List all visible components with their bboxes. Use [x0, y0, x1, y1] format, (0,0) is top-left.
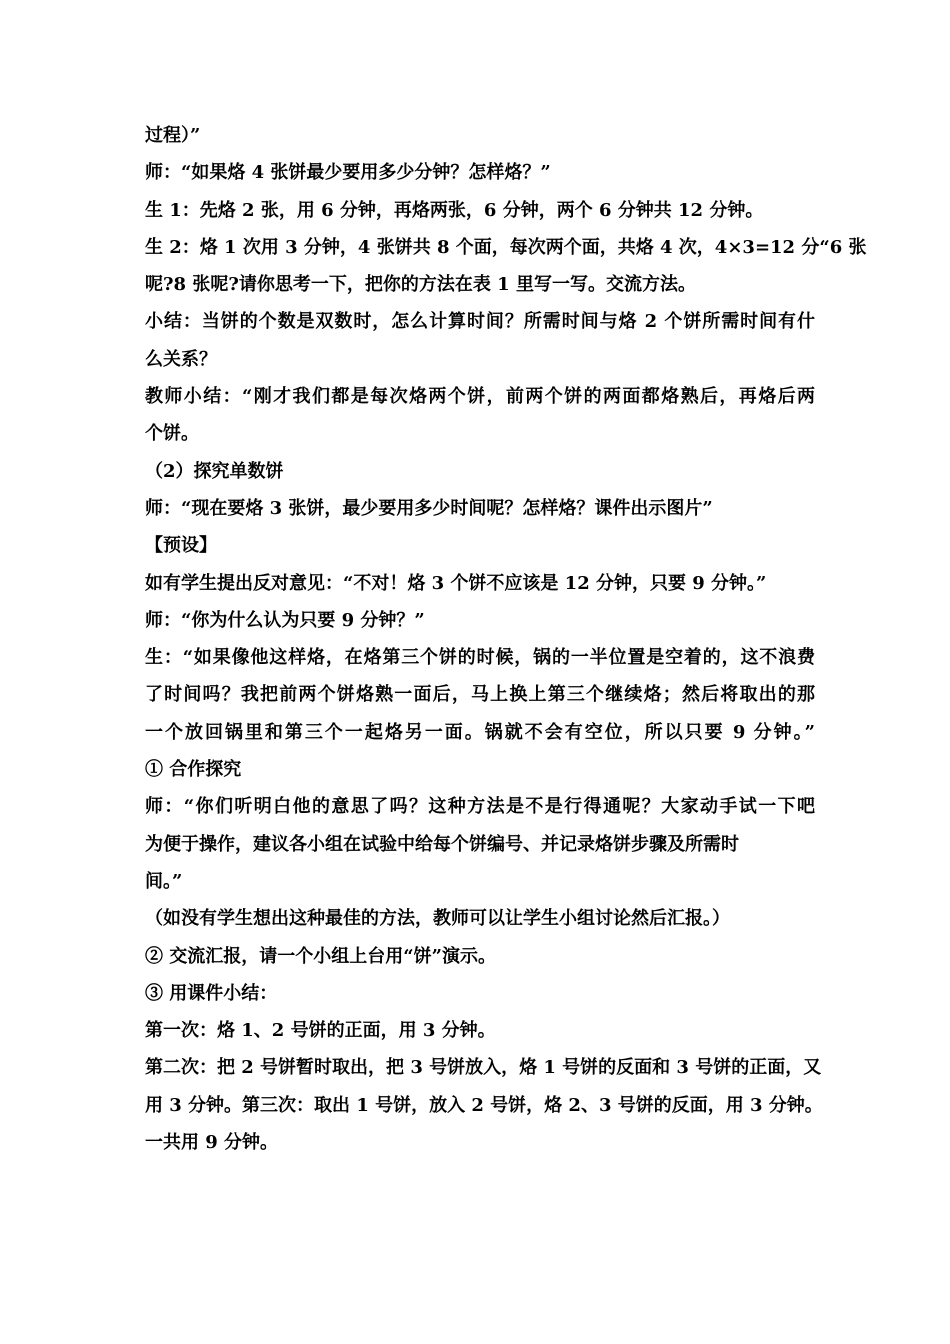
text-line: 师：“你们听明白他的意思了吗？这种方法是不是行得通呢？大家动手试一下吧: [145, 796, 815, 818]
text-line: 呢?8 张呢?请你思考一下，把你的方法在表 1 里写一写。交流方法。: [145, 274, 696, 296]
section-heading: ① 合作探究: [145, 759, 242, 781]
text-line: 师：“现在要烙 3 张饼，最少要用多少时间呢？怎样烙？课件出示图片”: [145, 497, 713, 519]
text-line: 小结：当饼的个数是双数时，怎么计算时间？所需时间与烙 2 个饼所需时间有什: [145, 311, 815, 333]
text-line: 生：“如果像他这样烙，在烙第三个饼的时候，锅的一半位置是空着的，这不浪费: [145, 647, 815, 669]
text-line: 个饼。: [145, 423, 199, 445]
text-line: 么关系？: [145, 348, 217, 370]
text-line: 一个放回锅里和第三个一起烙另一面。锅就不会有空位，所以只要 9 分钟。”: [145, 721, 815, 743]
text-line: 用 3 分钟。第三次：取出 1 号饼，放入 2 号饼，烙 2、3 号饼的反面，用 3 分钟。: [145, 1094, 823, 1116]
text-line: ③ 用课件小结：: [145, 982, 278, 1004]
text-line: 生 1：先烙 2 张，用 6 分钟，再烙两张，6 分钟，两个 6 分钟共 12 分钟。: [145, 199, 764, 221]
document-body: [145, 117, 867, 1161]
text-line: 师：“你为什么认为只要 9 分钟？”: [145, 609, 425, 631]
section-heading: （2）探究单数饼: [145, 460, 284, 482]
text-line: 生 2：烙 1 次用 3 分钟，4 张饼共 8 个面，每次两个面，共烙 4 次，4×3=12 分“6 张: [145, 236, 867, 258]
text-line: 教师小结：“刚才我们都是每次烙两个饼，前两个饼的两面都烙熟后，再烙后两: [145, 386, 815, 408]
text-line: 第二次：把 2 号饼暂时取出，把 3 号饼放入，烙 1 号饼的反面和 3 号饼的正面，又: [145, 1057, 822, 1079]
text-line: 如有学生提出反对意见：“不对！烙 3 个饼不应该是 12 分钟，只要 9 分钟。”: [145, 572, 767, 594]
text-line: （如没有学生想出这种最佳的方法，教师可以让学生小组讨论然后汇报。）: [145, 908, 730, 930]
text-line: 过程）”: [145, 125, 201, 146]
text-line: 间。”: [145, 870, 183, 892]
text-line: 了时间吗？我把前两个饼烙熟一面后，马上换上第三个继续烙；然后将取出的那: [145, 684, 815, 706]
text-line: ② 交流汇报，请一个小组上台用“饼”演示。: [145, 945, 496, 967]
text-line: 第一次：烙 1、2 号饼的正面，用 3 分钟。: [145, 1020, 496, 1042]
text-line: 一共用 9 分钟。: [145, 1132, 279, 1154]
section-heading: 【预设】: [145, 535, 217, 557]
text-line: 师：“如果烙 4 张饼最少要用多少分钟？怎样烙？”: [145, 162, 551, 184]
text-line: 为便于操作，建议各小组在试验中给每个饼编号、并记录烙饼步骤及所需时: [145, 833, 739, 855]
